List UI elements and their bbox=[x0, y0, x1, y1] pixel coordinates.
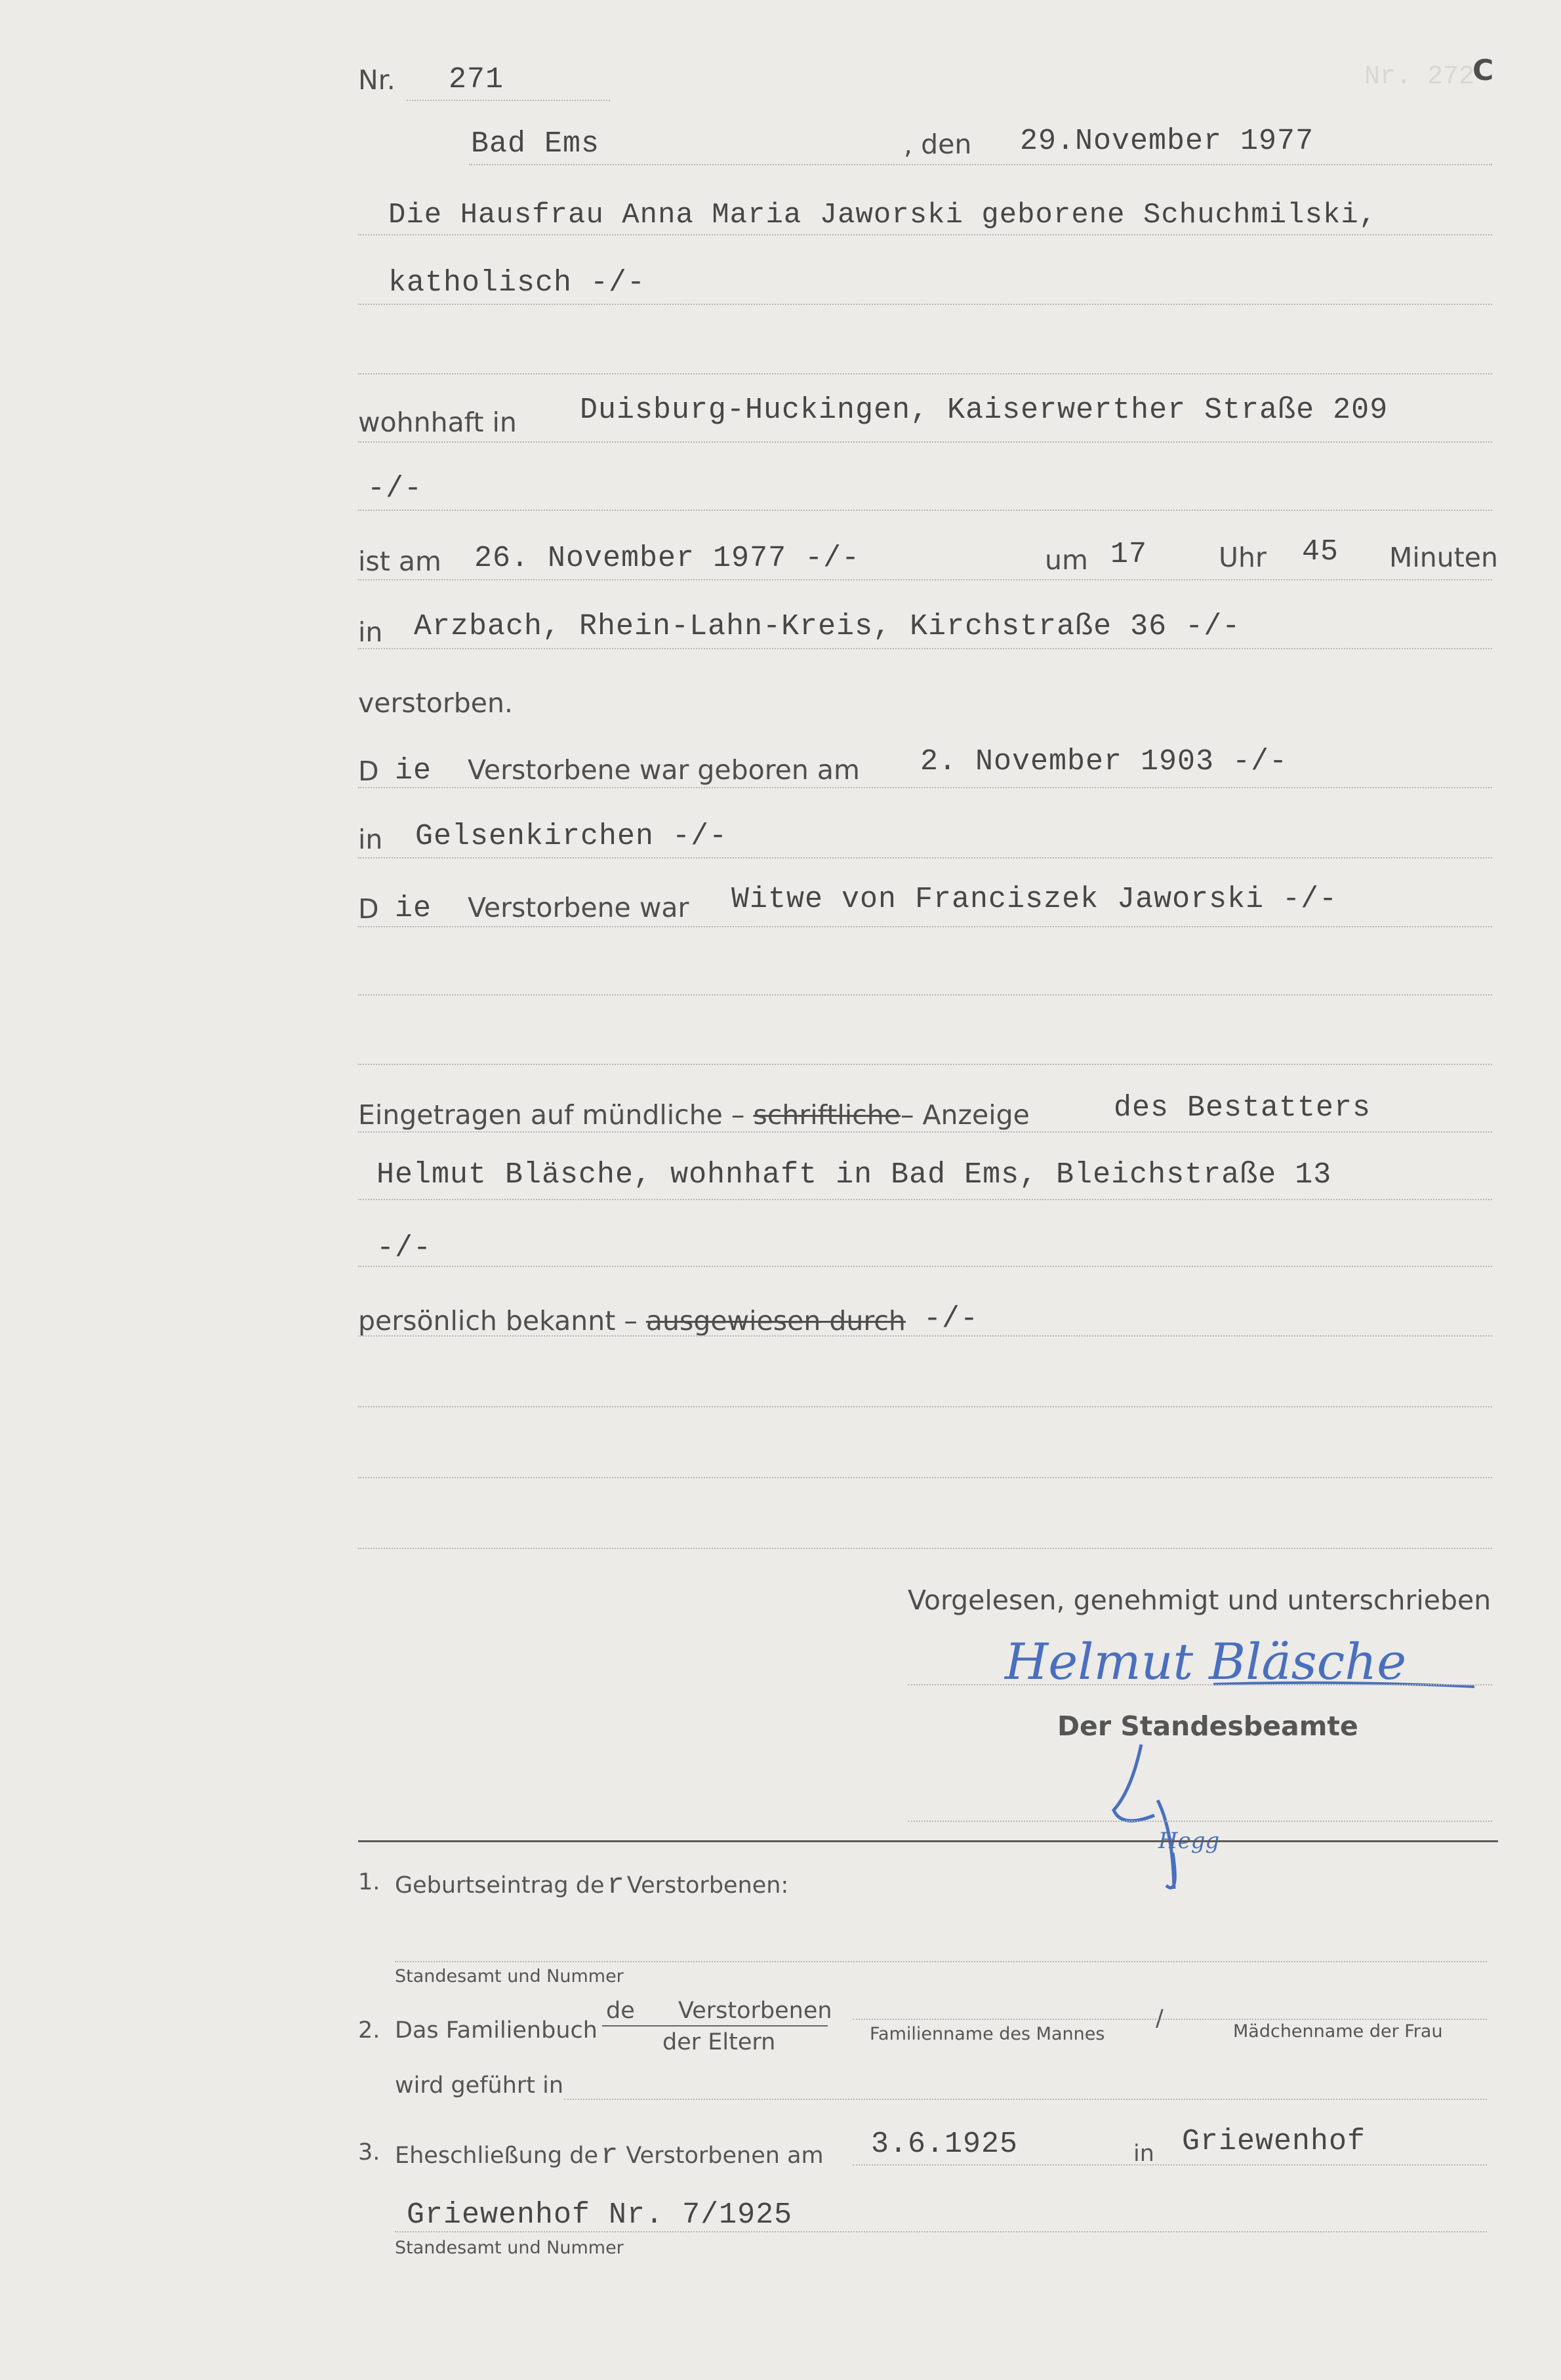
nr-value: 271 bbox=[449, 63, 504, 96]
item3-label-a: Eheschließung de bbox=[395, 2143, 598, 2169]
item1-label-a: Geburtseintrag de bbox=[395, 1872, 605, 1899]
informant-signature bbox=[997, 1626, 1482, 1705]
registration-label-a: Eingetragen auf mündliche – bbox=[358, 1099, 745, 1131]
item3-rule bbox=[853, 2164, 1487, 2166]
known-label bbox=[358, 1305, 906, 1337]
place-value: Bad Ems bbox=[471, 127, 600, 161]
nr-label: Nr. bbox=[358, 64, 395, 96]
blank-rule-6 bbox=[358, 1548, 1492, 1549]
known-value: -/- bbox=[923, 1302, 979, 1336]
death-hour: 17 bbox=[1110, 538, 1148, 571]
status-rule bbox=[358, 926, 1492, 927]
nr-line bbox=[407, 100, 610, 101]
death-date: 26. November 1977 -/- bbox=[474, 542, 861, 575]
status-prefix-ie: ie bbox=[395, 892, 432, 925]
known-rule bbox=[358, 1335, 1492, 1337]
item3-label bbox=[395, 2139, 824, 2172]
show-through-text: Nr. 272 bbox=[1364, 62, 1475, 92]
blank-rule-1 bbox=[358, 373, 1492, 374]
deceased-line-1-rule bbox=[358, 234, 1492, 235]
item1-label-b: Verstorbenen: bbox=[626, 1872, 789, 1899]
registration-label-struck: schriftliche bbox=[753, 1099, 901, 1131]
status-value: Witwe von Franciszek Jaworski -/- bbox=[731, 883, 1338, 916]
item3-r: r bbox=[600, 2139, 618, 2172]
address-value: Duisburg-Huckingen, Kaiserwerther Straße 209 bbox=[580, 393, 1389, 427]
death-place-rule bbox=[358, 648, 1492, 649]
item3-sub: Standesamt und Nummer bbox=[395, 2238, 624, 2258]
item2-names-rule bbox=[853, 2019, 1487, 2020]
item1-rule bbox=[395, 1961, 1487, 1962]
item3-date: 3.6.1925 bbox=[871, 2128, 1019, 2161]
deceased-line-1: Die Hausfrau Anna Maria Jaworski geborene Schuchmilski, bbox=[388, 199, 1377, 232]
informant-continuation: -/- bbox=[376, 1232, 432, 1265]
deceased-line-2-rule bbox=[358, 304, 1492, 305]
item2-fraction-bar bbox=[602, 2025, 828, 2027]
um-label: um bbox=[1045, 544, 1088, 576]
item2-label: Das Familienbuch bbox=[395, 2017, 598, 2044]
corner-letter: C bbox=[1472, 54, 1494, 87]
birth-place-rule bbox=[358, 857, 1492, 858]
known-label-struck: ausgewiesen durch bbox=[645, 1305, 906, 1337]
deceased-line-2: katholisch -/- bbox=[388, 266, 646, 300]
blank-rule-3 bbox=[358, 1064, 1492, 1065]
death-place: Arzbach, Rhein-Lahn-Kreis, Kirchstraße 36 -/- bbox=[414, 610, 1241, 643]
birth-label: Verstorbene war geboren am bbox=[468, 754, 860, 786]
item3-label-b: Verstorbenen am bbox=[626, 2143, 824, 2169]
item2-frac-top-b: Verstorbenen bbox=[678, 1998, 832, 2024]
known-label-a: persönlich bekannt – bbox=[358, 1305, 638, 1337]
informant-signature-rule bbox=[908, 1684, 1492, 1685]
registration-rule bbox=[358, 1131, 1492, 1133]
death-minute: 45 bbox=[1302, 535, 1339, 569]
registration-label bbox=[358, 1099, 1030, 1131]
footer-divider bbox=[358, 1840, 1498, 1842]
item1-label bbox=[395, 1869, 788, 1902]
wohnhaft-label: wohnhaft in bbox=[358, 407, 517, 438]
read-approved-label: Vorgelesen, genehmigt und unterschrieben bbox=[908, 1584, 1491, 1616]
item2-wife-label: Mädchenname der Frau bbox=[1233, 2021, 1443, 2042]
registrar-rule bbox=[908, 1821, 1492, 1822]
item2-rule bbox=[564, 2099, 1487, 2100]
death-in-label: in bbox=[358, 616, 383, 648]
uhr-label: Uhr bbox=[1219, 542, 1267, 573]
registration-label-b: – Anzeige bbox=[900, 1099, 1030, 1131]
birth-date: 2. November 1903 -/- bbox=[920, 745, 1288, 778]
item2-number: 2. bbox=[358, 2017, 380, 2044]
registrar-signature-drawing bbox=[1095, 1731, 1266, 1902]
item2-sub: wird geführt in bbox=[395, 2072, 564, 2099]
address-rule bbox=[358, 441, 1492, 443]
item3-registry: Griewenhof Nr. 7/1925 bbox=[407, 2198, 793, 2232]
item1-number: 1. bbox=[358, 1869, 380, 1895]
item1-r: r bbox=[607, 1869, 624, 1902]
minuten-label: Minuten bbox=[1389, 542, 1499, 573]
blank-rule-4 bbox=[358, 1406, 1492, 1407]
item3-number: 3. bbox=[358, 2139, 380, 2166]
item2-frac-top-a: de bbox=[606, 1998, 635, 2024]
item2-frac-bottom: der Eltern bbox=[662, 2029, 776, 2055]
date-line bbox=[469, 164, 1492, 165]
item3-registry-rule bbox=[395, 2231, 1487, 2232]
birth-place: Gelsenkirchen -/- bbox=[415, 820, 728, 853]
status-prefix-d: D bbox=[358, 893, 379, 925]
ist-am-label: ist am bbox=[358, 546, 441, 577]
address-continuation: -/- bbox=[367, 472, 423, 506]
item3-in-label: in bbox=[1133, 2141, 1154, 2167]
item3-place: Griewenhof bbox=[1182, 2125, 1366, 2158]
address-cont-rule bbox=[358, 510, 1492, 511]
birth-prefix-ie: ie bbox=[395, 754, 432, 788]
verstorben-label: verstorben. bbox=[358, 687, 513, 719]
death-time-rule bbox=[358, 579, 1492, 580]
item1-sub: Standesamt und Nummer bbox=[395, 1966, 624, 1987]
registrar-label: Der Standesbeamte bbox=[1057, 1710, 1358, 1742]
informant-rule bbox=[358, 1199, 1492, 1200]
informant-value: Helmut Bläsche, wohnhaft in Bad Ems, Bleichstraße 13 bbox=[376, 1158, 1332, 1192]
blank-rule-2 bbox=[358, 994, 1492, 996]
informant-cont-rule bbox=[358, 1266, 1492, 1267]
item2-husband-label: Familienname des Mannes bbox=[870, 2024, 1105, 2044]
den-label: , den bbox=[904, 129, 972, 160]
record-date: 29.November 1977 bbox=[1020, 125, 1314, 158]
item2-slash: / bbox=[1156, 2006, 1164, 2032]
birth-in-label: in bbox=[358, 824, 383, 855]
registrar-signature-text: Hegg bbox=[1158, 1828, 1220, 1854]
birth-prefix-d: D bbox=[358, 756, 379, 787]
informant-signature-text: Helmut Bläsche bbox=[1005, 1632, 1407, 1691]
birth-date-rule bbox=[358, 787, 1492, 788]
informant-signature-drawing bbox=[997, 1626, 1482, 1705]
blank-rule-5 bbox=[358, 1477, 1492, 1478]
status-label: Verstorbene war bbox=[468, 892, 689, 923]
registrar-signature bbox=[1095, 1731, 1266, 1902]
informant-intro: des Bestatters bbox=[1114, 1091, 1371, 1125]
